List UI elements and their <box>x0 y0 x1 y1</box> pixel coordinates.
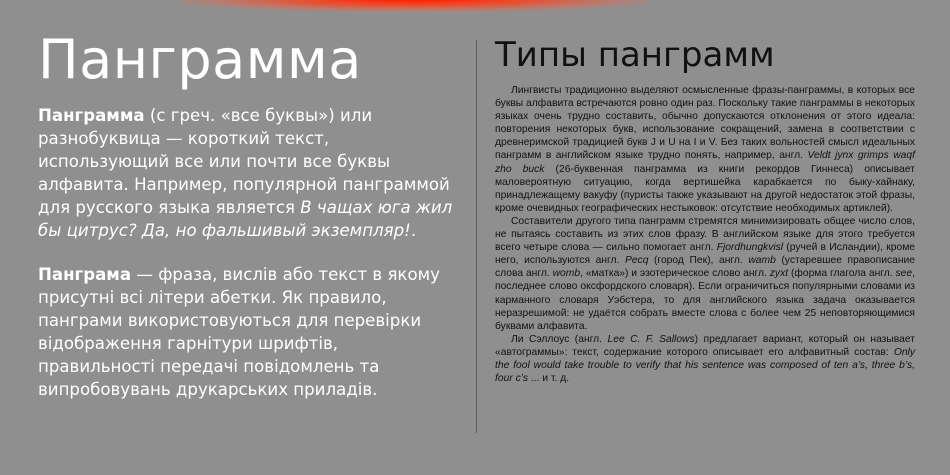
right-column <box>495 36 915 385</box>
term-bold: Панграма <box>38 265 132 284</box>
text-run: , последнее слово оксфордского словаря). Если ограничиться популярными словами из карманного словаря Уэбстера, то для английского языка задача оказывается неразрешимой: не удаётся собрать вместе слова с более чем 25 неповторяющимися буквами алфавита. <box>495 268 916 332</box>
red-glow-decoration <box>180 0 650 12</box>
right-paragraph-2 <box>495 215 915 333</box>
right-title: Типы панграмм <box>495 35 775 75</box>
italic-run: wamb <box>748 255 776 267</box>
italic-run: Only the fool would take trouble to verify that his sentence was composed of ten a’s, three b’s, four c’s <box>495 346 915 385</box>
italic-run: see <box>895 268 913 280</box>
paragraph-text: (с греч. «все буквы») или разнобуквица — короткий текст, использующий все или почти все буквы алфавита. Например, популярной панграммой для русского языка является <box>38 106 450 217</box>
text-run: ) предлагает вариант, который он называет «автограммы»: текст, содержание которого описывает его алфавитный состав: <box>495 333 915 358</box>
text-run: Составители другого типа панграмм стремятся минимизировать общее число слов, не пытаясь составить из этих слов фразу. В английском языке для этого требуется всего четыре слова — сильно помогает англ. <box>495 215 915 254</box>
left-paragraph-russian <box>38 104 458 242</box>
paragraph-text: — фраза, вислів або текст в якому присутні всі літери абетки. Як правило, панграми використовуються для перевірки відображення гарнітури шрифтів, правильності передачі повідомлень та випробовувань друкарських приладів. <box>38 265 440 399</box>
text-run: (ручей в Исландии), кроме него, используются англ. <box>495 242 915 267</box>
column-divider <box>476 40 477 433</box>
right-paragraph-1 <box>495 84 915 215</box>
italic-run: Lee C. F. Sallows <box>607 333 695 345</box>
text-run: (26-буквенная панграмма из книги рекордов Гиннеса) описывает маловероятную ситуацию, когда вертишейка карабкается по быку-хайнаку, принадлежащему вакуфу (пуристы также указывают на другой недостаток этой фразы, кроме очевидных географических нестыковок: отсутствие необходимых артиклей). <box>495 163 915 214</box>
text-run: (форма глагола англ. <box>788 268 896 280</box>
italic-run: Veldt jynx grimps waqf zho buck <box>495 150 915 175</box>
italic-run: Fjordhungkvisl <box>716 242 784 254</box>
left-paragraph-ukrainian <box>38 263 458 401</box>
text-run: (город Пек), англ. <box>648 255 749 267</box>
text-run: , «матка») и эзотерическое слово англ. <box>580 268 770 280</box>
italic-run: Pecq <box>624 255 649 267</box>
left-column <box>38 30 458 422</box>
right-paragraph-3 <box>495 333 915 385</box>
italic-run: zyxt <box>769 268 789 280</box>
text-run: Лингвисты традиционно выделяют осмысленные фразы-панграммы, в которых все буквы алфавита встречаются ровно один раз. Поскольку такие панграммы в некоторых языках очень трудно составить, обычно допускаются отклонения от этого идеала: повторения некоторых букв, использование сокращений, замена в соответствии с древнеримской традицией букв J и U на I и V. Без таких вольностей смысл идеальных панграмм в английском языке трудно понять, например, англ. <box>495 85 915 162</box>
italic-run: womb <box>552 268 581 280</box>
text-run: ... и т. д. <box>528 373 570 385</box>
text-run: Ли Сэллоус (англ. <box>511 333 608 345</box>
term-bold: Панграмма <box>38 106 145 125</box>
text-run: (устаревшее правописание слова англ. <box>495 255 915 280</box>
pangram-example: В чащах юга жил бы цитрус? Да, но фальшивый экземпляр! <box>38 198 453 240</box>
left-title: Панграмма <box>38 28 362 91</box>
paragraph-end: . <box>410 221 417 240</box>
